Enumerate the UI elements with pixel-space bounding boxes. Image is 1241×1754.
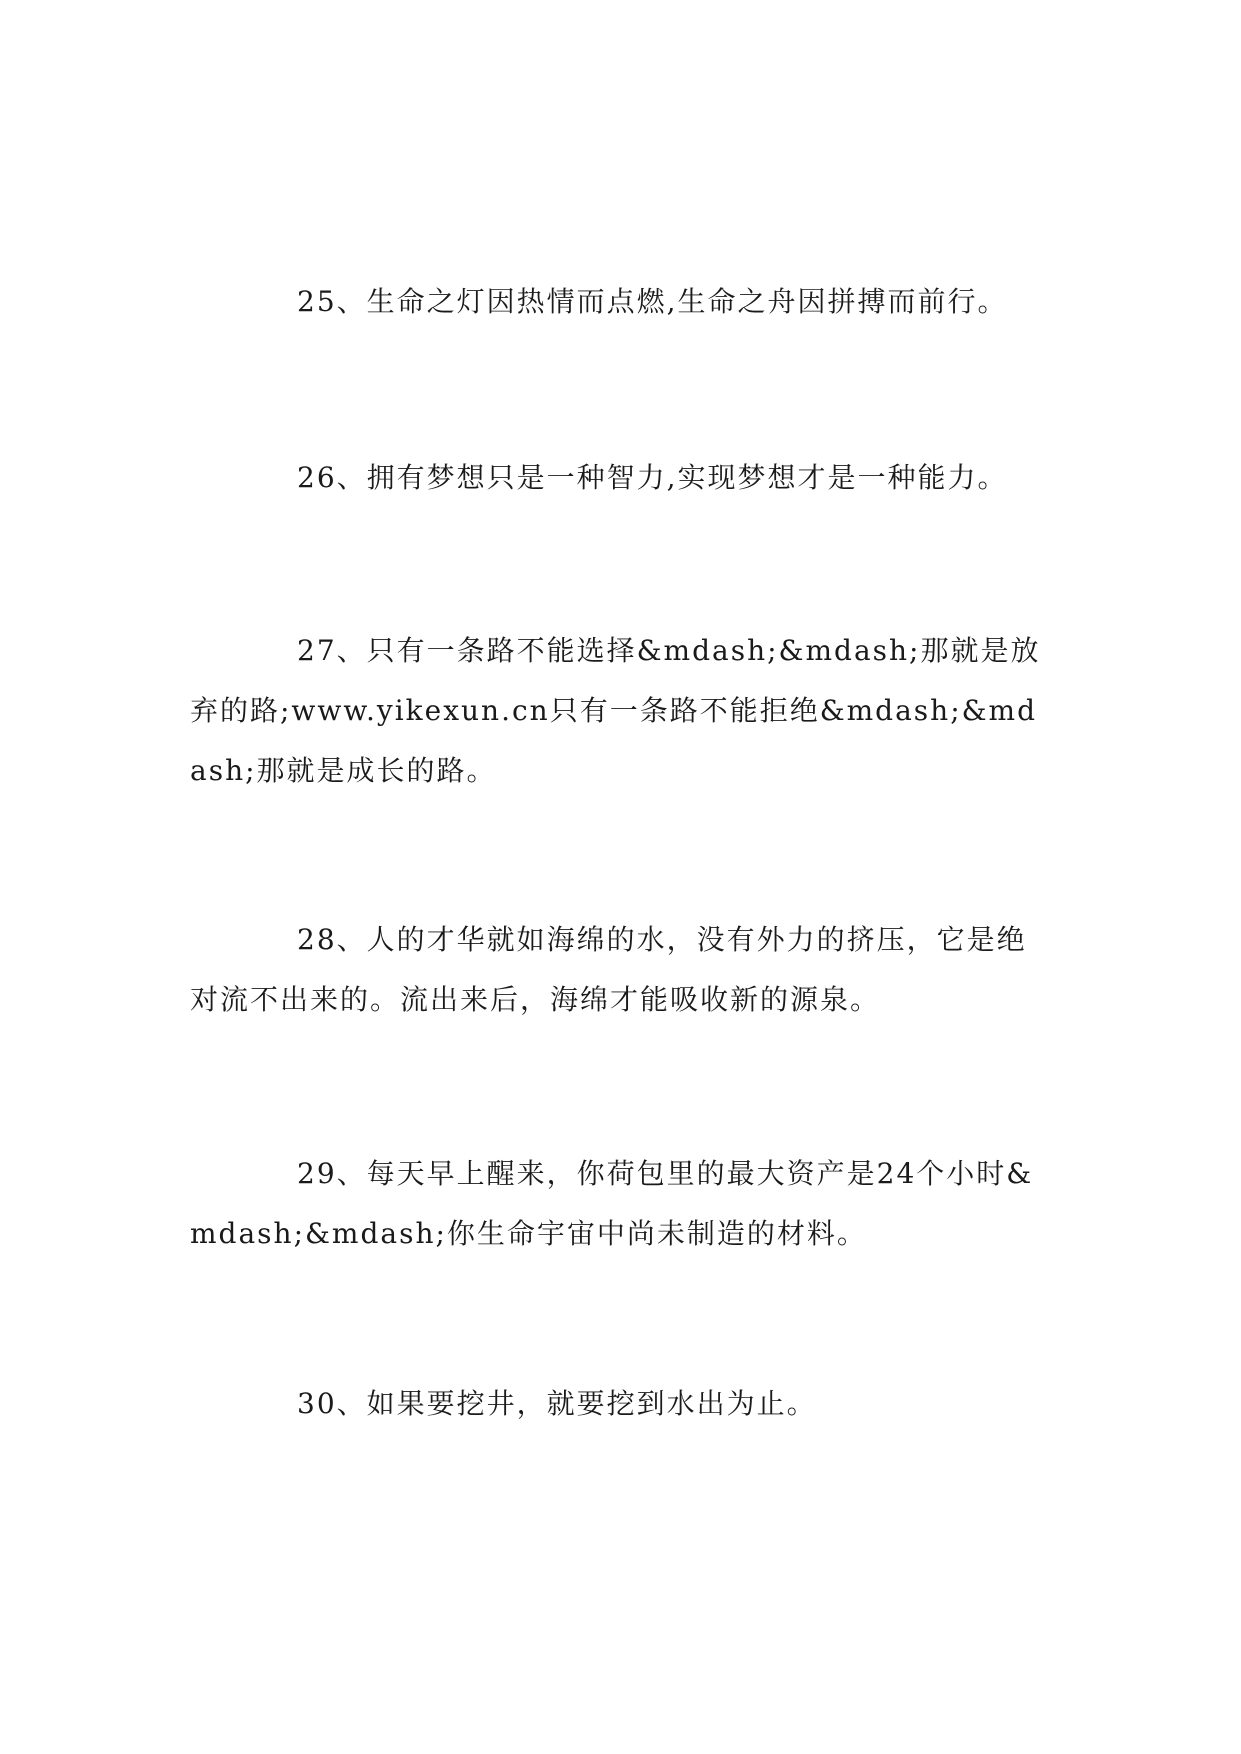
paragraph-29: 29、每天早上醒来，你荷包里的最大资产是24个小时&mdash;&mdash;你生命宇宙中尚未制造的材料。 — [190, 1157, 1034, 1250]
paragraph-25: 25、生命之灯因热情而点燃,生命之舟因拼搏而前行。 — [297, 285, 1008, 318]
paragraph-28: 28、人的才华就如海绵的水，没有外力的挤压，它是绝对流不出来的。流出来后，海绵才能吸收新的源泉。 — [190, 923, 1027, 1016]
paragraph-26: 26、拥有梦想只是一种智力,实现梦想才是一种能力。 — [297, 461, 1008, 494]
paragraph-30: 30、如果要挖井，就要挖到水出为止。 — [297, 1387, 817, 1420]
paragraph-27: 27、只有一条路不能选择&mdash;&mdash;那就是放弃的路;www.yikexun.cn只有一条路不能拒绝&mdash;&mdash;那就是成长的路。 — [190, 634, 1041, 787]
